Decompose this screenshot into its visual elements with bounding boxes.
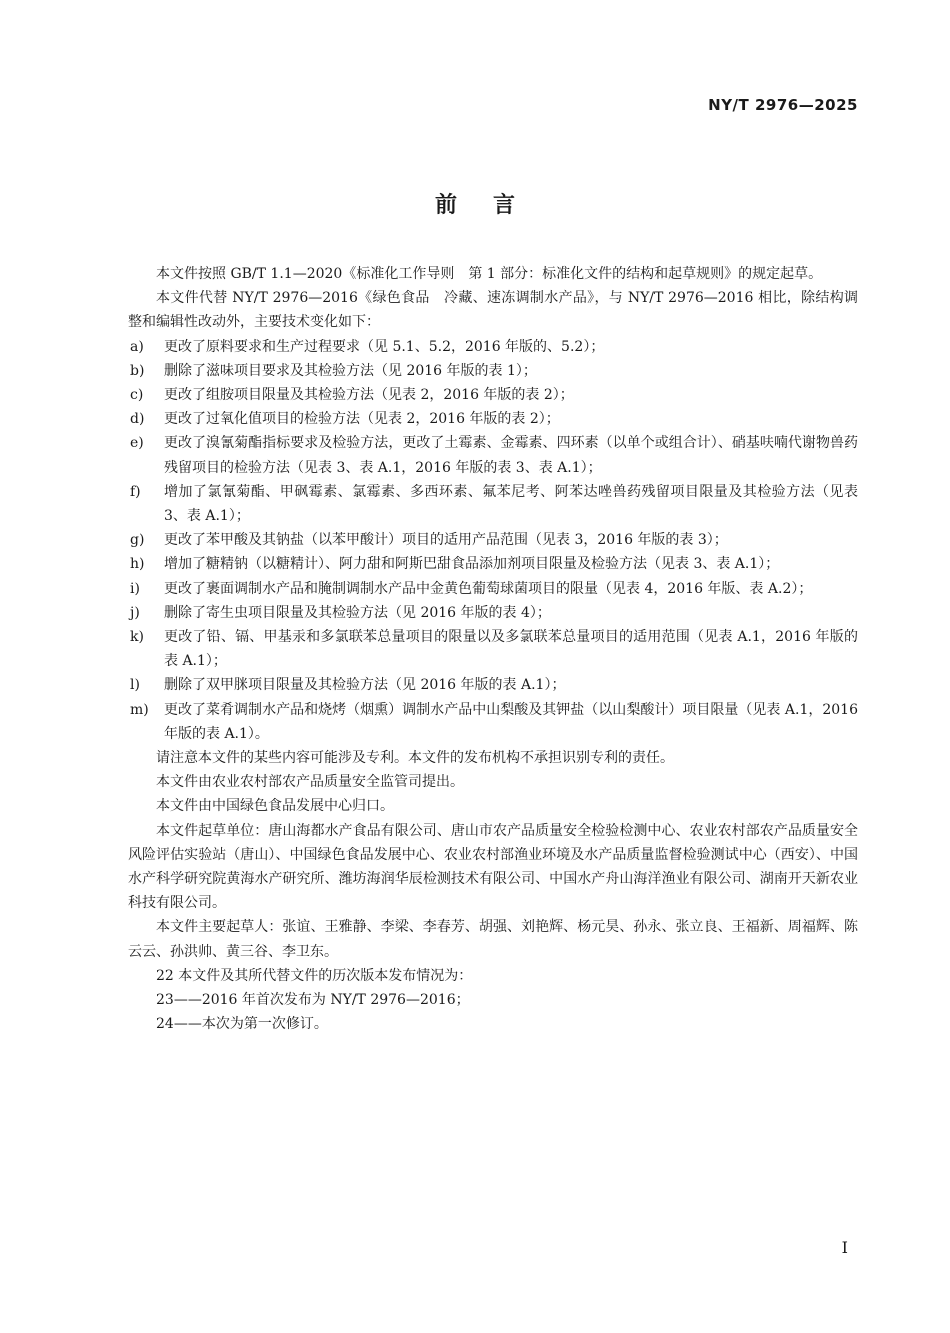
list-item [128, 552, 858, 576]
list-item-text: 删除了双甲脒项目限量及其检验方法（见 2016 年版的表 A.1）； [164, 677, 566, 694]
list-marker: i) [130, 580, 140, 597]
list-item [128, 601, 858, 625]
list-marker: f) [130, 483, 141, 500]
list-item-text: 删除了寄生虫项目限量及其检验方法（见 2016 年版的表 4）； [164, 604, 551, 621]
list-item-text: 增加了糖精钠（以糖精计）、阿力甜和阿斯巴甜食品添加剂项目限量及检验方法（见表 3、表 A.1）； [164, 556, 780, 573]
list-marker: m) [130, 701, 149, 718]
list-item [128, 625, 858, 673]
standard-number: NY/T 2976—2025 [708, 96, 858, 114]
list-item-text: 更改了溴氰菊酯指标要求及检验方法，更改了土霉素、金霉素、四环素（以单个或组合计）、硝基呋喃代谢物兽药残留项目的检验方法（见表 3、表 A.1，2016 年版的表 3、表 A.1）； [164, 435, 858, 476]
list-item [128, 480, 858, 528]
changes-list [128, 335, 858, 746]
list-item [128, 673, 858, 697]
list-marker: l) [130, 677, 140, 694]
list-marker: d) [130, 411, 145, 428]
list-item-text: 更改了苯甲酸及其钠盐（以苯甲酸计）项目的适用产品范围（见表 3，2016 年版的表 3）； [164, 532, 728, 549]
list-marker: c) [130, 387, 144, 404]
list-item-text: 更改了过氧化值项目的检验方法（见表 2，2016 年版的表 2）； [164, 411, 560, 428]
paragraph: 本文件按照 GB/T 1.1—2020《标准化工作导则 第 1 部分：标准化文件的结构和起草规则》的规定起草。 [156, 266, 823, 282]
list-item-text: 更改了组胺项目限量及其检验方法（见表 2，2016 年版的表 2）； [164, 387, 574, 404]
list-item [128, 431, 858, 479]
list-marker: j) [130, 604, 140, 621]
list-marker: k) [130, 629, 144, 646]
history-line: 22 本文件及其所代替文件的历次版本发布情况为： [156, 967, 473, 984]
list-item-text: 删除了滋味项目要求及其检验方法（见 2016 年版的表 1）； [164, 362, 537, 379]
list-marker: b) [130, 362, 145, 379]
history-line: 23——2016 年首次发布为 NY/T 2976—2016； [156, 992, 470, 1009]
history-line: 24——本次为第一次修订。 [156, 1016, 328, 1033]
list-item-text: 更改了裹面调制水产品和腌制调制水产品中金黄色葡萄球菌项目的限量（见表 4，2016 年版、表 A.2）； [164, 580, 813, 597]
list-marker: a) [130, 338, 144, 355]
list-item-text: 更改了菜肴调制水产品和烧烤（烟熏）调制水产品中山梨酸及其钾盐（以山梨酸计）项目限量（见表 A.1，2016 年版的表 A.1）。 [164, 701, 858, 742]
list-item-text: 更改了铅、镉、甲基汞和多氯联苯总量项目的限量以及多氯联苯总量项目的适用范围（见表 A.1，2016 年版的表 A.1）； [164, 629, 858, 670]
paragraph: 本文件主要起草人：张谊、王雅静、李梁、李春芳、胡强、刘艳辉、杨元昊、孙永、张立良、王福新、周福辉、陈云云、孙洪帅、黄三谷、李卫东。 [128, 919, 858, 960]
paragraph: 本文件代替 NY/T 2976—2016《绿色食品 冷藏、速冻调制水产品》，与 NY/T 2976—2016 相比，除结构调整和编辑性改动外，主要技术变化如下： [128, 290, 858, 331]
list-item-text: 增加了氯氰菊酯、甲砜霉素、氯霉素、多西环素、氟苯尼考、阿苯达唑兽药残留项目限量及其检验方法（见表 3、表 A.1）； [164, 483, 858, 525]
paragraph: 本文件由农业农村部农产品质量安全监管司提出。 [156, 774, 464, 791]
list-item [128, 528, 858, 552]
list-item-text: 更改了原料要求和生产过程要求（见 5.1、5.2，2016 年版的、5.2）； [164, 338, 605, 355]
list-item [128, 335, 858, 359]
list-item [128, 698, 858, 746]
list-marker: h) [130, 556, 145, 573]
list-item [128, 359, 858, 383]
list-item [128, 577, 858, 601]
paragraph: 本文件由中国绿色食品发展中心归口。 [156, 798, 394, 815]
document-body [128, 262, 858, 1037]
list-item [128, 407, 858, 431]
paragraph: 本文件起草单位：唐山海都水产食品有限公司、唐山市农产品质量安全检验检测中心、农业农村部农产品质量安全风险评估实验站（唐山）、中国绿色食品发展中心、农业农村部渔业环境及水产品质量监督检验测试中心（西安）、中国水产科学研究院黄海水产研究所、潍坊海润华辰检测技术有限公司、中国水产舟山海洋渔业有限公司、湖南开天新农业科技有限公司。 [128, 822, 858, 912]
paragraph: 请注意本文件的某些内容可能涉及专利。本文件的发布机构不承担识别专利的责任。 [156, 750, 674, 767]
page-title: 前言 [434, 193, 551, 218]
list-marker: e) [130, 435, 144, 452]
list-marker: g) [130, 532, 145, 549]
list-item [128, 383, 858, 407]
page-number: I [841, 1238, 848, 1257]
